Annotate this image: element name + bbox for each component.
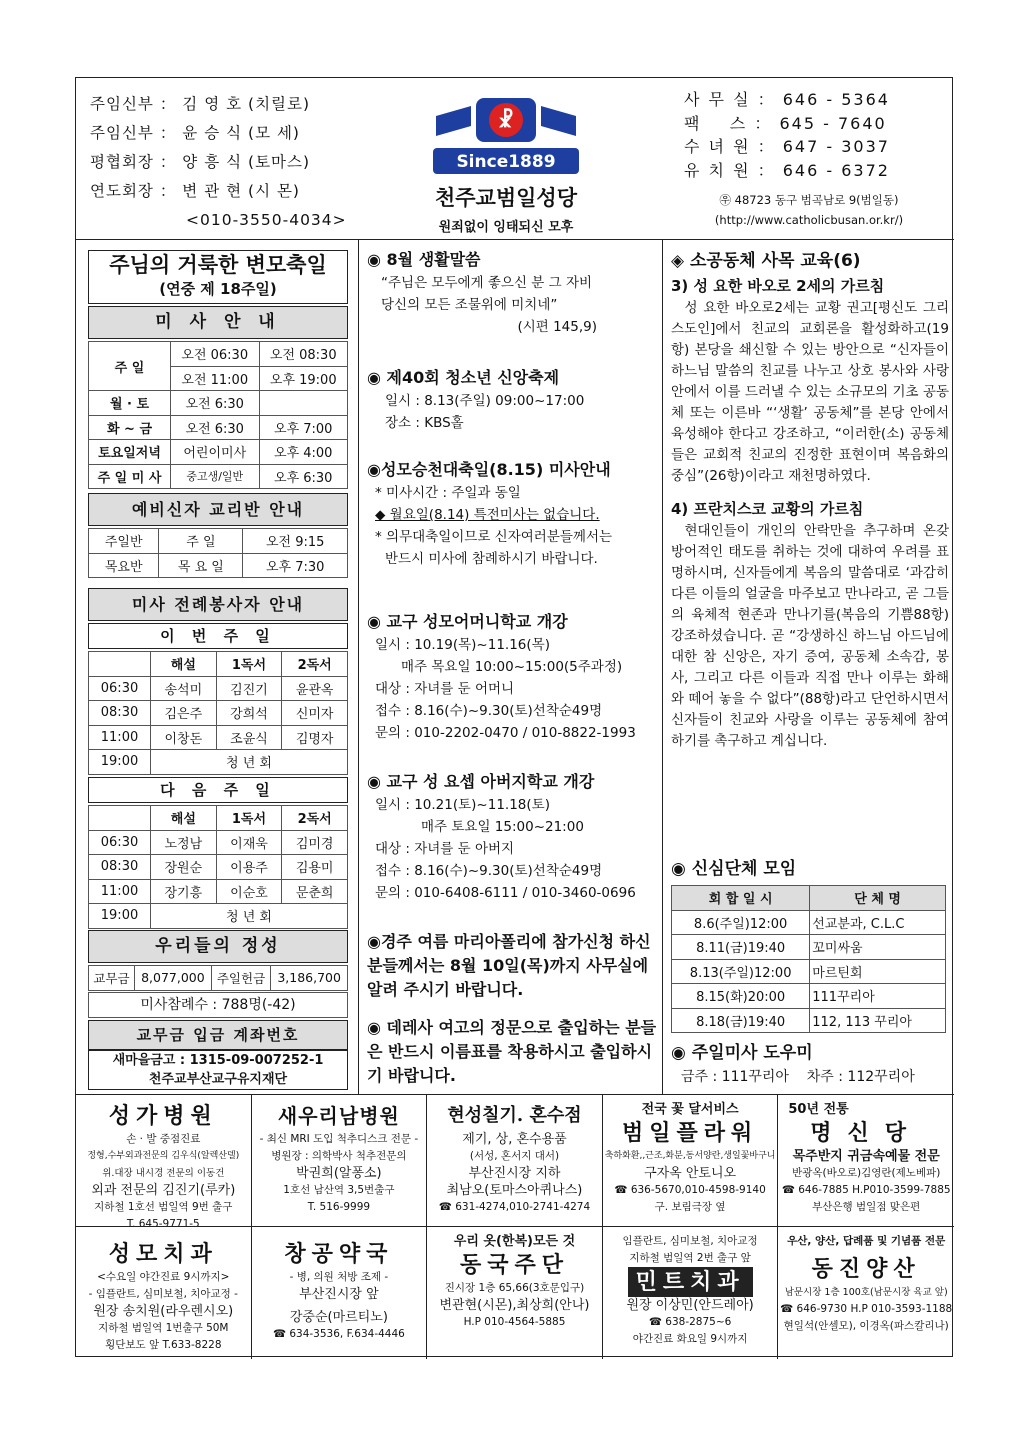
attendance-count: 미사참례수 : 788명(-42): [88, 992, 348, 1018]
notice-mothers-school: ◉ 교구 성모어머니학교 개강 일시 : 10.19(목)~11.16(목) 매주 목요일 10:00~15:00(5주과정) 대상 : 자녀를 둔 어머니 접수 : 8.16(수)~9.30(토)선착순49명 문의 : 010-2202-0470 / 010-8822-1993: [367, 612, 636, 741]
account-number: 새마을금고 : 1315-09-007252-1: [112, 1053, 324, 1068]
notice-august-word: ◉ 8월 생활말씀 “주님은 모두에게 좋으신 분 그 자비 당신의 모든 조물위에 미치네” (시편 145,9): [367, 250, 597, 335]
middle-column: [359, 240, 663, 1094]
website-link[interactable]: (http://www.catholicbusan.or.kr/): [714, 213, 904, 227]
account-holder: 천주교부산교구유지재단: [148, 1072, 288, 1087]
ad-mint-dental: 임플란트, 심미보철, 치아교정 지하철 범일역 2번 출구 앞 민트치과 원장 이상민(안드레아) ☎ 638-2875~6 야간진료 화요일 9시까지: [603, 1227, 779, 1359]
svg-text:☧: ☧: [498, 108, 514, 132]
clergy-row: 주임신부 ： 윤 승 식 (모 세): [90, 124, 300, 142]
table-row: 06:30 노정남 이재욱 김미경: [89, 830, 348, 855]
header: [76, 78, 954, 240]
clergy-row: 연도회장 ： 변 관 현 (시 몬): [90, 182, 300, 200]
feast-subtitle: (연중 제 18주일): [159, 280, 277, 298]
church-motto: 원죄없이 잉태되신 모후: [438, 220, 574, 235]
table-row: 8.6(주일)12:00 선교분과, C.L.C: [672, 910, 946, 935]
clergy-row: 주임신부 ： 김 영 호 (치릴로): [90, 95, 311, 113]
contact-phone: <010-3550-4034>: [186, 211, 347, 229]
catechism-table: 주일반 주 일 오전 9:15 목요반 목 요 일 오후 7:30: [88, 528, 348, 578]
small-community-education: ◈ 소공동체 사목 교육(6) 3) 성 요한 바오로 2세의 가르침 성 요한 바오로2세는 교황 권고[평신도 그리스도인]에서 친교의 교회론을 활성화하고(19항) 본당을 쇄신할 수 있는 방안으로 “신자들이 하느님 말씀의 친교를 나누고 상호 봉사와 사랑 안에서 이를 드러낼 수 있는 소규모의 기초 공동체 또는 이른바 “‘생활’ 공동체”를 본당 안에서 육성해야 한다고 강조하고, “이러한(소) 공동체들은 교회적 친교의 진정한 표현이며 복음화의 중심”(26항)이라고 재천명하였다. 4) 프란치스코 교황의 가르침 현대인들이 개인의 안락만을 추구하며 온갖 방어적인 태도를 취하는 것에 대하여 우려를 표명하시며, 신자들에게 복음의 말씀대로 ‘과감히 다른 이들의 얼굴을 마주보고 만나라고, 곧 그들의 육체적 현존과 만나기를(복음의 기쁨88항) 강조하셨습니다. 곧 “강생하신 하느님 아드님에 대한 참 신앙은, 자기 증여, 공동체 소속감, 봉사, 그리고 다른 이들과 직접 만나 이루는 화해와 떼어 놓을 수 없다”(88항)라고 단언하시면서 신자들이 친교와 사랑을 이루는 공동체에 참여하기를 촉구하고 계십니다.: [671, 251, 949, 749]
table-row: 8.15(화)20:00 111꾸리아: [672, 984, 946, 1009]
offering-header: 우리들의 정성: [88, 930, 348, 963]
this-week-table: 해설 1독서 2독서 06:30 송석미 김진기 윤관옥 08:30 김은주 강희석 신미자 11:00 이창돈 조윤식 김명자 19:00 청 년 회: [88, 651, 348, 775]
ad-sungga-hospital: 성가병원 손 · 발 중점진료 정형,수부외과전문의 김우식(알렉산델) 위.대장 내시경 전문의 이동건 외과 전문의 김진기(루카) 지하철 1호선 범일역 9번 출구 T. 645-9771-5: [76, 1095, 252, 1227]
ad-hyunsung-lacquer: 현성칠기. 혼수점 제기, 상, 혼수용품 (서성, 혼서지 대서) 부산진시장 지하 최남오(토마스아퀴나스) ☎ 631-4274,010-2741-4274: [427, 1095, 603, 1227]
contact-numbers: [684, 88, 890, 182]
address: ㉾ 48723 동구 범곡남로 9(범일동): [719, 193, 899, 207]
ad-dongguk-hanbok: 우리 옷(한복)모든 것 동국주단 진시장 1층 65,66(3호문입구) 변관현(시몬),최상희(안나) H.P 010-4564-5885: [427, 1227, 603, 1359]
address-block: [674, 190, 944, 230]
contact-row: 수 녀 원 ： 647 - 3037: [684, 137, 890, 156]
left-column: [76, 240, 359, 1094]
bulletin-page: [75, 77, 953, 1357]
table-row: 06:30 송석미 김진기 윤관옥: [89, 676, 348, 701]
mass-schedule-table: 주 일 오전 06:30 오전 08:30 오전 11:00 오후 19:00 월 · 토 오전 6:30 화 ~ 금 오전 6:30 오후 7:00 토요일저녁 어린이미사 오후 4:00 주 일 미 사 중고생/일반 오후 6:30: [88, 341, 348, 489]
table-row: 08:30 김은주 강희석 신미자: [89, 701, 348, 726]
notice-youth-festival: ◉ 제40회 청소년 신앙축제 일시 : 8.13(주일) 09:00~17:00 장소 : KBS홀: [367, 368, 585, 431]
table-row: 8.13(주일)12:00 마르틴회: [672, 959, 946, 984]
mass-guide-header: 미 사 안 내: [88, 306, 348, 339]
notice-fathers-school: ◉ 교구 성 요셉 아버지학교 개강 일시 : 10.21(토)~11.18(토) 매주 토요일 15:00~21:00 대상 : 자녀를 둔 아버지 접수 : 8.16(수)~9.30(토)선착순49명 문의 : 010-6408-6111 / 010-3460-0696: [367, 772, 636, 901]
meeting-table: 회 합 일 시 단 체 명 8.6(주일)12:00 선교분과, C.L.C 8.11(금)19:40 꼬미싸움 8.13(주일)12:00 마르틴회 8.15(화)20:00 111꾸리아 8.18(금)19:40 112, 113 꾸리아: [671, 885, 946, 1033]
notice-teresa-gate: ◉ 데레사 여고의 정문으로 출입하는 분들은 반드시 이름표를 착용하시고 출입하시기 바랍니다.: [367, 1018, 657, 1085]
church-logo-icon: [431, 96, 581, 176]
next-week-header: 다 음 주 일: [88, 777, 348, 803]
altar-server-header: 미사 전례봉사자 안내: [88, 588, 348, 621]
table-row: 11:00 이창돈 조윤식 김명자: [89, 725, 348, 750]
table-row: 8.11(금)19:40 꼬미싸움: [672, 935, 946, 960]
next-week-table: 해설 1독서 2독서 06:30 노정남 이재욱 김미경 08:30 장원순 이용주 김용미 11:00 장기흥 이순호 문춘희 19:00 청 년 회: [88, 805, 348, 929]
table-row: 11:00 장기흥 이순호 문춘희: [89, 879, 348, 904]
ad-myungshin-jewelry: 50년 전통 명신당 목주반지 귀금속예물 전문 반광옥(바오로)김영란(제노베파) ☎ 646-7885 H.P010-3599-7885 부산은행 범일점 맞은편: [778, 1095, 954, 1227]
table-row: 19:00 청 년 회: [89, 904, 348, 929]
table-row: 8.18(금)19:40 112, 113 꾸리아: [672, 1008, 946, 1033]
contact-row: 유 치 원 ： 646 - 6372: [684, 160, 890, 180]
account-box: [88, 1050, 348, 1090]
ad-dongjin-umbrella: 우산, 양산, 답례품 및 기념품 전문 동진양산 남문시장 1층 100호(남문시장 육교 앞) ☎ 646-9730 H.P 010-3593-1188 현일석(안셀모), 이경옥(파스칼리나): [780, 1235, 953, 1332]
this-week-header: 이 번 주 일: [88, 623, 348, 649]
clergy-list: [90, 90, 347, 235]
account-header: 교무금 입금 계좌번호: [88, 1020, 348, 1050]
right-column: [663, 240, 954, 1094]
sunday-mass-helpers: ◉ 주일미사 도우미 금주 : 111꾸리아 차주 : 112꾸리아: [671, 1043, 915, 1085]
devotional-groups: ◉ 신심단체 모임: [671, 859, 797, 879]
notice-assumption-mass: ◉성모승천대축일(8.15) 미사안내 * 미사시간 : 주일과 동일 ◆ 월요일(8.14) 특전미사는 없습니다. * 의무대축일이므로 신자여러분들께서는 반드시 미사에 참례하시기 바랍니다.: [367, 460, 613, 567]
feast-title-box: [88, 250, 348, 304]
notice-mariapoli: ◉경주 여름 마리아폴리에 참가신청 하신 분들께서는 8월 10일(목)까지 사무실에 알려 주시기 바랍니다.: [367, 932, 651, 999]
church-name: 천주교범일성당: [434, 185, 577, 210]
ad-changgong-pharmacy: 창공약국 - 병, 의원 처방 조제 - 부산진시장 앞 강중순(마르티노) ☎ 634-3536, F.634-4446: [252, 1227, 428, 1359]
feast-title: 주님의 거룩한 변모축일: [109, 253, 327, 277]
contact-row: 사 무 실 ： 646 - 5364: [684, 90, 890, 109]
table-row: 08:30 장원순 이용주 김용미: [89, 855, 348, 880]
advertisements: [76, 1094, 954, 1358]
ad-saeurinam-hospital: 새우리남병원 - 최신 MRI 도입 척추디스크 전문 - 병원장 : 의학박사 척추전문의 박권희(알퐁소) 1호선 남산역 3,5번출구 T. 516-9999: [252, 1095, 428, 1227]
contact-row: 팩 스 ： 645 - 7640: [684, 113, 887, 133]
ad-beomil-flower: 전국 꽃 달서비스 범일플라워 축하화환,,근조,화분,동서양란,생일꽃바구니 구자옥 안토니오 ☎ 636-5670,010-4598-9140 구. 보림극장 옆: [603, 1095, 779, 1227]
offering-table: 교무금 8,077,000 주일헌금 3,186,700: [88, 965, 348, 991]
ad-sungmo-dental: 성모치과 <수요일 야간진료 9시까지> - 임플란트, 심미보철, 치아교정 - 원장 송치원(라우렌시오) 지하철 범일역 1번출구 50M 횡단보도 앞 T.633-8228: [76, 1227, 252, 1359]
table-row: 19:00 청 년 회: [89, 750, 348, 775]
catechism-header: 예비신자 교리반 안내: [88, 493, 348, 526]
svg-text:Since1889: Since1889: [456, 152, 556, 172]
clergy-row: 평협회장 ： 양 흥 식 (토마스): [90, 153, 311, 171]
